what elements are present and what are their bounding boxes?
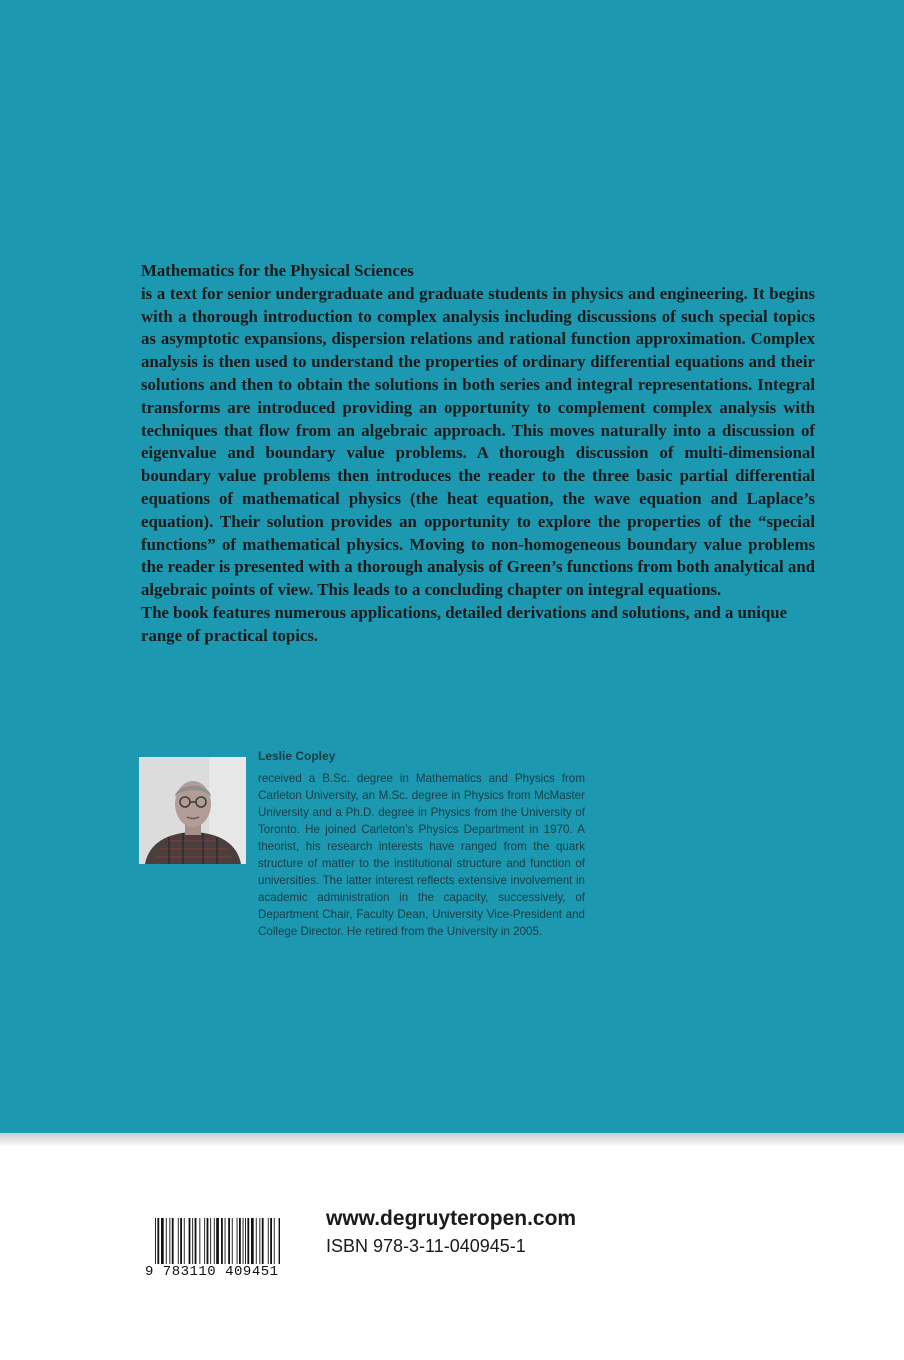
barcode-bar (184, 1218, 185, 1264)
barcode-bar (228, 1218, 230, 1264)
barcode-bar (243, 1218, 244, 1264)
publisher-website: www.degruyteropen.com (326, 1207, 577, 1230)
barcode-bar (189, 1218, 191, 1264)
isbn-barcode (155, 1218, 280, 1264)
barcode-bar (239, 1218, 241, 1264)
barcode-bar (204, 1218, 205, 1264)
barcode-bar (232, 1218, 233, 1264)
barcode-bar (180, 1218, 182, 1264)
barcode-bar (166, 1218, 167, 1264)
author-bio-text: received a B.Sc. degree in Mathematics and Physics from Carleton University, an M.Sc. degree in Physics from McMaster University and a Ph.D. degree in Physics from the University of Toronto. He joined Carleton’s Physics Department in 1970. A theorist, his research interests have ranged from the quark structure of matter to the institutional structure and function of universities. The latter interest reflects extensive involvement in academic administration in the capacity, successively, of Department Chair, Faculty Dean, University Vice-President and College Director. He retired from the University in 2005. (258, 772, 585, 938)
barcode-bar (251, 1218, 254, 1264)
author-name: Leslie Copley (258, 749, 336, 763)
barcode-bar (262, 1218, 264, 1264)
barcode-bar (270, 1218, 272, 1264)
barcode-bar (214, 1218, 215, 1264)
barcode-bar (172, 1218, 174, 1264)
blurb-closing: The book features numerous applications, detailed derivations and solutions, and a unique range of practical topics. (141, 602, 788, 645)
barcode-bar (274, 1218, 275, 1264)
barcode-bar (199, 1218, 200, 1264)
barcode-bar (210, 1218, 211, 1264)
barcode-bar (178, 1218, 179, 1264)
cover-edge-shadow (0, 1133, 904, 1147)
barcode-bar (207, 1218, 209, 1264)
barcode-bar (161, 1218, 164, 1264)
barcode-bar (157, 1218, 159, 1264)
barcode-bar (225, 1218, 226, 1264)
barcode-bar (216, 1218, 219, 1264)
blurb-body: is a text for senior undergraduate and graduate students in physics and engineering. It begins with a thorough introduction to complex analysis including discussions of such special topics as asymptotic expansions, dispersion relations and rational function approximation. Complex analysis is then used to understand the properties of ordinary differential equations and their solutions and then to obtain the solutions in both series and integral representations. Integral transforms are introduced providing an opportunity to complement complex analysis with techniques that flow from an algebraic approach. This moves naturally into a discussion of eigenvalue and boundary value problems. A thorough discussion of multi-dimensional boundary value problems then introduces the reader to the three basic partial differential equations of mathematical physics (the heat equation, the wave equation and Laplace’s equation). Their solution provides an opportunity to explore the properties of the “special functions” of mathematical physics. Moving to non-homogeneous boundary value problems the reader is presented with a thorough analysis of Green’s functions from both analytical and algebraic points of view. This leads to a concluding chapter on integral equations. (141, 283, 815, 600)
barcode-bar (169, 1218, 170, 1264)
author-bio (258, 748, 585, 940)
barcode-bar (279, 1218, 280, 1264)
author-photo (139, 757, 246, 864)
barcode-bar (195, 1218, 197, 1264)
barcode-bar (256, 1218, 257, 1264)
barcode-digits: 9 783110 409451 (145, 1264, 279, 1280)
isbn-label: ISBN 978-3-11-040945-1 (326, 1236, 526, 1256)
barcode-bar (259, 1218, 260, 1264)
barcode-bar (192, 1218, 193, 1264)
barcode-bar (268, 1218, 269, 1264)
book-blurb (141, 260, 815, 648)
barcode-bar (245, 1218, 246, 1264)
book-title: Mathematics for the Physical Sciences (141, 261, 414, 280)
barcode-bar (247, 1218, 249, 1264)
barcode-bar (221, 1218, 223, 1264)
barcode-bar (155, 1218, 156, 1264)
barcode-bar (237, 1218, 238, 1264)
